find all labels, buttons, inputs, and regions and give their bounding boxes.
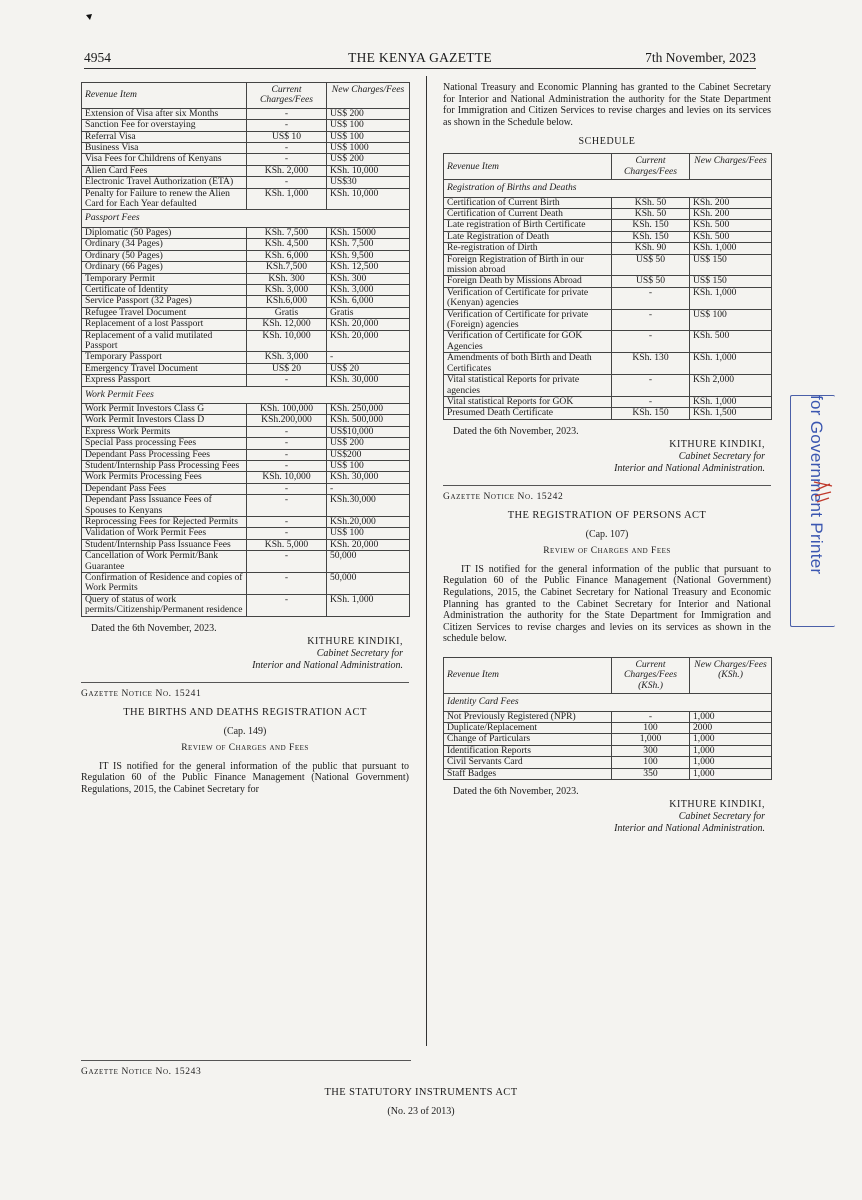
- table-row: [444, 711, 772, 722]
- table-row: [82, 426, 410, 437]
- revenue-item-cell: Foreign Death by Missions Abroad: [444, 276, 612, 287]
- column-divider: [426, 76, 427, 1046]
- new-fee-cell: KSh. 10,000: [327, 188, 410, 210]
- signature-block: [443, 439, 771, 475]
- gazette-title: THE KENYA GAZETTE: [348, 50, 492, 65]
- current-fee-cell: -: [247, 528, 327, 539]
- revenue-item-cell: Late Registration of Death: [444, 231, 612, 242]
- act-chapter: (Cap. 107): [585, 528, 629, 540]
- table-header-row: [444, 154, 772, 180]
- new-fee-cell: US$ 150: [690, 254, 772, 276]
- table-row: [82, 307, 410, 318]
- current-fee-cell: KSh. 2,000: [247, 165, 327, 176]
- current-fee-cell: -: [612, 375, 690, 397]
- new-fee-cell: KSh. 6,000: [327, 296, 410, 307]
- new-fee-cell: KSh. 1,000: [690, 243, 772, 254]
- current-fee-cell: US$ 10: [247, 131, 327, 142]
- new-fee-cell: KSh. 500,000: [327, 415, 410, 426]
- current-fee-cell: US$ 50: [612, 254, 690, 276]
- revenue-item-cell: Dependant Pass Issuance Fees of Spouses to Kenyans: [82, 495, 247, 517]
- header-current-fees: Current Charges/Fees: [247, 83, 327, 109]
- immigration-fees-table: [81, 82, 410, 617]
- revenue-item-cell: Service Passport (32 Pages): [82, 296, 247, 307]
- new-fee-cell: -: [327, 352, 410, 363]
- current-fee-cell: -: [247, 449, 327, 460]
- notice-paragraph: IT IS notified for the general information of the public that pursuant to Regulation 60 of the Public Finance Management (National Government) Regulations, 2015, the Cabinet Secretary for National Treasury and Economic Planning has granted to the Cabinet Secretary for Interior and National Administration the authority for the State Department for Immigration and Citizen Services to revise charges and levies on its services as shown in the schedule below.: [443, 563, 771, 645]
- revenue-item-cell: Student/Internship Pass Issuance Fees: [82, 539, 247, 550]
- new-fee-cell: KSh. 200: [690, 197, 772, 208]
- signature-block: [81, 636, 409, 672]
- revenue-item-cell: Alien Card Fees: [82, 165, 247, 176]
- current-fee-cell: KSh. 10,000: [247, 472, 327, 483]
- revenue-item-cell: Cancellation of Work Permit/Bank Guarantee: [82, 551, 247, 573]
- current-fee-cell: KSh.200,000: [247, 415, 327, 426]
- new-fee-cell: KSh. 3,000: [327, 284, 410, 295]
- current-fee-cell: 350: [612, 768, 690, 779]
- revenue-item-cell: Ordinary (50 Pages): [82, 250, 247, 261]
- new-fee-cell: 1,000: [690, 711, 772, 722]
- new-fee-cell: US$ 200: [327, 154, 410, 165]
- current-fee-cell: -: [247, 143, 327, 154]
- current-fee-cell: KSh. 150: [612, 220, 690, 231]
- revenue-item-cell: Ordinary (34 Pages): [82, 239, 247, 250]
- signatory-title: Cabinet Secretary for: [316, 647, 403, 659]
- revenue-item-cell: Business Visa: [82, 143, 247, 154]
- table-row: [82, 403, 410, 414]
- table-row: [82, 239, 410, 250]
- table-row: [82, 262, 410, 273]
- current-fee-cell: KSh. 150: [612, 408, 690, 419]
- header-rule: [84, 68, 756, 69]
- header-current-fees: Current Charges/Fees: [612, 154, 690, 180]
- signatory-office: Interior and National Administration.: [614, 822, 765, 834]
- table-row: [82, 108, 410, 119]
- new-fee-cell: KSh. 30,000: [327, 375, 410, 386]
- revenue-item-cell: Amendments of both Birth and Death Certificates: [444, 353, 612, 375]
- new-fee-cell: Gratis: [327, 307, 410, 318]
- identity-card-fees-table: [443, 657, 772, 780]
- table-row: [82, 227, 410, 238]
- current-fee-cell: -: [247, 108, 327, 119]
- ink-mark: [86, 14, 92, 20]
- revenue-item-cell: Foreign Registration of Birth in our mission abroad: [444, 254, 612, 276]
- new-fee-cell: -: [327, 483, 410, 494]
- current-fee-cell: US$ 20: [247, 363, 327, 374]
- table-row: [444, 276, 772, 287]
- current-fee-cell: -: [247, 517, 327, 528]
- revenue-item-cell: Verification of Certificate for private (Foreign) agencies: [444, 309, 612, 331]
- notice-divider: [81, 682, 409, 683]
- current-fee-cell: Gratis: [247, 307, 327, 318]
- new-fee-cell: US$ 150: [690, 276, 772, 287]
- current-fee-cell: -: [247, 483, 327, 494]
- table-row: [444, 353, 772, 375]
- current-fee-cell: -: [612, 396, 690, 407]
- table-row: [444, 209, 772, 220]
- table-row: [82, 284, 410, 295]
- table-row: [82, 483, 410, 494]
- current-fee-cell: -: [247, 120, 327, 131]
- current-fee-cell: -: [247, 495, 327, 517]
- table-row: [444, 396, 772, 407]
- current-fee-cell: KSh.6,000: [247, 296, 327, 307]
- footer-notice: [81, 1060, 761, 1117]
- notice-number: Gazette Notice No. 15241: [81, 688, 202, 699]
- current-fee-cell: -: [612, 711, 690, 722]
- table-row: [82, 363, 410, 374]
- table-header-row: [82, 83, 410, 109]
- current-fee-cell: KSh. 3,000: [247, 284, 327, 295]
- schedule-heading: SCHEDULE: [578, 136, 636, 148]
- new-fee-cell: KSh. 200: [690, 209, 772, 220]
- revenue-item-cell: Verification of Certificate for private (Kenyan) agencies: [444, 287, 612, 309]
- new-fee-cell: KSh.20,000: [327, 517, 410, 528]
- new-fee-cell: KSh. 10,000: [327, 165, 410, 176]
- signatory-office: Interior and National Administration.: [252, 659, 403, 671]
- signatory-title: Cabinet Secretary for: [678, 810, 765, 822]
- new-fee-cell: KSh. 300: [327, 273, 410, 284]
- current-fee-cell: 100: [612, 757, 690, 768]
- revenue-item-cell: Diplomatic (50 Pages): [82, 227, 247, 238]
- signatory-name: KITHURE KINDIKI,: [669, 438, 765, 450]
- dated-line: Dated the 6th November, 2023.: [91, 622, 217, 634]
- revenue-item-cell: Vital statistical Reports for GOK: [444, 396, 612, 407]
- current-fee-cell: 100: [612, 722, 690, 733]
- new-fee-cell: 1,000: [690, 734, 772, 745]
- act-title: THE BIRTHS AND DEATHS REGISTRATION ACT: [123, 706, 367, 718]
- new-fee-cell: 50,000: [327, 551, 410, 573]
- table-row: [444, 309, 772, 331]
- revenue-item-cell: Electronic Travel Authorization (ETA): [82, 177, 247, 188]
- births-deaths-fees-table: [443, 153, 772, 419]
- table-row: [82, 539, 410, 550]
- new-fee-cell: KSh. 9,500: [327, 250, 410, 261]
- table-row: [82, 188, 410, 210]
- new-fee-cell: KSh. 1,500: [690, 408, 772, 419]
- table-row: [82, 120, 410, 131]
- new-fee-cell: KSh. 250,000: [327, 403, 410, 414]
- current-fee-cell: -: [247, 426, 327, 437]
- notice-divider: [443, 485, 771, 486]
- current-fee-cell: -: [247, 573, 327, 595]
- revenue-item-cell: Re-registration of Dirth: [444, 243, 612, 254]
- revenue-item-cell: Temporary Permit: [82, 273, 247, 284]
- table-header-row: [444, 657, 772, 693]
- revenue-item-cell: Replacement of a lost Passport: [82, 319, 247, 330]
- current-fee-cell: KSh. 90: [612, 243, 690, 254]
- revenue-item-cell: Express Work Permits: [82, 426, 247, 437]
- new-fee-cell: KSh. 1,000: [690, 353, 772, 375]
- revenue-item-cell: Sanction Fee for overstaying: [82, 120, 247, 131]
- current-fee-cell: -: [247, 154, 327, 165]
- new-fee-cell: US$200: [327, 449, 410, 460]
- new-fee-cell: US$ 100: [327, 131, 410, 142]
- new-fee-cell: KSh 2,000: [690, 375, 772, 397]
- act-title: THE STATUTORY INSTRUMENTS ACT: [324, 1087, 518, 1098]
- act-title: THE REGISTRATION OF PERSONS ACT: [507, 509, 707, 521]
- current-fee-cell: -: [247, 438, 327, 449]
- table-row: [82, 449, 410, 460]
- header-new-fees: New Charges/Fees (KSh.): [690, 657, 772, 693]
- notice-paragraph: IT IS notified for the general information of the public that pursuant to Regulation 60 of the Public Finance Management (National Government) Regulations, 2015, the Cabinet Secretary for: [81, 760, 409, 795]
- revenue-item-cell: Work Permit Investors Class G: [82, 403, 247, 414]
- header-current-fees: Current Charges/Fees (KSh.): [612, 657, 690, 693]
- table-row: [82, 165, 410, 176]
- dated-line: Dated the 6th November, 2023.: [453, 785, 579, 797]
- stamp-text: for Government Printer: [807, 395, 826, 575]
- revenue-item-cell: Work Permit Investors Class D: [82, 415, 247, 426]
- header-revenue-item: Revenue Item: [444, 154, 612, 180]
- table-row: [444, 254, 772, 276]
- revenue-item-cell: Visa Fees for Childrens of Kenyans: [82, 154, 247, 165]
- new-fee-cell: 2000: [690, 722, 772, 733]
- table-row: [82, 273, 410, 284]
- header-revenue-item: Revenue Item: [82, 83, 247, 109]
- revenue-item-cell: Extension of Visa after six Months: [82, 108, 247, 119]
- current-fee-cell: KSh. 50: [612, 197, 690, 208]
- new-fee-cell: US$ 100: [327, 120, 410, 131]
- new-fee-cell: 50,000: [327, 573, 410, 595]
- new-fee-cell: KSh. 500: [690, 231, 772, 242]
- section-row: [82, 386, 410, 403]
- revenue-item-cell: Civil Servants Card: [444, 757, 612, 768]
- dated-line: Dated the 6th November, 2023.: [453, 425, 579, 437]
- table-row: [82, 177, 410, 188]
- signatory-title: Cabinet Secretary for: [678, 450, 765, 462]
- table-row: [444, 243, 772, 254]
- revenue-item-cell: Work Permits Processing Fees: [82, 472, 247, 483]
- current-fee-cell: US$ 50: [612, 276, 690, 287]
- current-fee-cell: KSh. 3,000: [247, 352, 327, 363]
- current-fee-cell: KSh. 100,000: [247, 403, 327, 414]
- section-label: Identity Card Fees: [444, 694, 772, 711]
- revenue-item-cell: Query of status of work permits/Citizenship/Permanent residence: [82, 594, 247, 616]
- table-row: [444, 768, 772, 779]
- revenue-item-cell: Confirmation of Residence and copies of Work Permits: [82, 573, 247, 595]
- table-row: [82, 438, 410, 449]
- new-fee-cell: 1,000: [690, 745, 772, 756]
- revenue-item-cell: Dependant Pass Fees: [82, 483, 247, 494]
- revenue-item-cell: Duplicate/Replacement: [444, 722, 612, 733]
- table-row: [82, 375, 410, 386]
- table-row: [82, 472, 410, 483]
- new-fee-cell: US$ 100: [327, 461, 410, 472]
- new-fee-cell: KSh. 1,000: [327, 594, 410, 616]
- revenue-item-cell: Certification of Current Birth: [444, 197, 612, 208]
- new-fee-cell: US$ 100: [690, 309, 772, 331]
- page-number: 4954: [84, 50, 111, 65]
- new-fee-cell: KSh. 15000: [327, 227, 410, 238]
- revenue-item-cell: Validation of Work Permit Fees: [82, 528, 247, 539]
- revenue-item-cell: Verification of Certificate for GOK Agencies: [444, 331, 612, 353]
- table-row: [82, 154, 410, 165]
- section-label: Passport Fees: [82, 210, 410, 227]
- current-fee-cell: KSh.7,500: [247, 262, 327, 273]
- revenue-item-cell: Emergency Travel Document: [82, 363, 247, 374]
- table-row: [82, 131, 410, 142]
- table-row: [82, 528, 410, 539]
- table-row: [82, 551, 410, 573]
- table-row: [444, 722, 772, 733]
- table-row: [444, 408, 772, 419]
- current-fee-cell: -: [247, 375, 327, 386]
- current-fee-cell: -: [612, 309, 690, 331]
- table-row: [82, 517, 410, 528]
- table-row: [444, 745, 772, 756]
- header-new-fees: New Charges/Fees: [690, 154, 772, 180]
- revenue-item-cell: Certification of Current Death: [444, 209, 612, 220]
- table-row: [444, 375, 772, 397]
- new-fee-cell: KSh. 500: [690, 220, 772, 231]
- table-row: [444, 287, 772, 309]
- new-fee-cell: US$ 200: [327, 108, 410, 119]
- current-fee-cell: KSh. 150: [612, 231, 690, 242]
- new-fee-cell: KSh. 1,000: [690, 287, 772, 309]
- revenue-item-cell: Replacement of a valid mutilated Passport: [82, 330, 247, 352]
- revenue-item-cell: Late registration of Birth Certificate: [444, 220, 612, 231]
- revenue-item-cell: Ordinary (66 Pages): [82, 262, 247, 273]
- revenue-item-cell: Not Previously Registered (NPR): [444, 711, 612, 722]
- table-row: [82, 319, 410, 330]
- revenue-item-cell: Certificate of Identity: [82, 284, 247, 295]
- table-row: [444, 220, 772, 231]
- table-row: [82, 250, 410, 261]
- current-fee-cell: -: [247, 594, 327, 616]
- table-row: [82, 143, 410, 154]
- current-fee-cell: KSh. 1,000: [247, 188, 327, 210]
- current-fee-cell: KSh. 12,000: [247, 319, 327, 330]
- table-row: [82, 415, 410, 426]
- notice-number: Gazette Notice No. 15242: [443, 491, 564, 502]
- new-fee-cell: KSh. 7,500: [327, 239, 410, 250]
- new-fee-cell: US$ 200: [327, 438, 410, 449]
- new-fee-cell: KSh. 30,000: [327, 472, 410, 483]
- notice-subtitle: Review of Charges and Fees: [181, 742, 309, 753]
- current-fee-cell: -: [612, 331, 690, 353]
- revenue-item-cell: Student/Internship Pass Processing Fees: [82, 461, 247, 472]
- header-revenue-item: Revenue Item: [444, 657, 612, 693]
- new-fee-cell: KSh. 12,500: [327, 262, 410, 273]
- new-fee-cell: KSh. 20,000: [327, 319, 410, 330]
- issue-date: 7th November, 2023: [645, 50, 756, 65]
- section-label: Work Permit Fees: [82, 386, 410, 403]
- signature-block: [443, 799, 771, 835]
- new-fee-cell: 1,000: [690, 768, 772, 779]
- table-row: [82, 330, 410, 352]
- new-fee-cell: 1,000: [690, 757, 772, 768]
- current-fee-cell: -: [612, 287, 690, 309]
- revenue-item-cell: Identification Reports: [444, 745, 612, 756]
- notice-subtitle: Review of Charges and Fees: [543, 545, 671, 556]
- new-fee-cell: US$30: [327, 177, 410, 188]
- notice-paragraph-continued: National Treasury and Economic Planning has granted to the Cabinet Secretary for Interior and National Administration the authority for the State Department for Immigration and Citizen Services to revise charges and levies on its services as shown in the Schedule below.: [443, 82, 771, 128]
- table-row: [82, 296, 410, 307]
- current-fee-cell: KSh. 10,000: [247, 330, 327, 352]
- revenue-item-cell: Presumed Death Certificate: [444, 408, 612, 419]
- table-row: [82, 352, 410, 363]
- current-fee-cell: KSh. 300: [247, 273, 327, 284]
- current-fee-cell: -: [247, 461, 327, 472]
- revenue-item-cell: Vital statistical Reports for private agencies: [444, 375, 612, 397]
- table-row: [82, 461, 410, 472]
- revenue-item-cell: Refugee Travel Document: [82, 307, 247, 318]
- table-row: [444, 197, 772, 208]
- signatory-name: KITHURE KINDIKI,: [669, 798, 765, 810]
- new-fee-cell: US$ 20: [327, 363, 410, 374]
- revenue-item-cell: Temporary Passport: [82, 352, 247, 363]
- table-row: [444, 734, 772, 745]
- revenue-item-cell: Staff Badges: [444, 768, 612, 779]
- revenue-item-cell: Penalty for Failure to renew the Alien Card for Each Year defaulted: [82, 188, 247, 210]
- current-fee-cell: -: [247, 551, 327, 573]
- current-fee-cell: KSh. 4,500: [247, 239, 327, 250]
- act-chapter: (Cap. 149): [223, 725, 267, 737]
- act-chapter: (No. 23 of 2013): [387, 1106, 455, 1117]
- section-row: [444, 694, 772, 711]
- revenue-item-cell: Reprocessing Fees for Rejected Permits: [82, 517, 247, 528]
- section-row: [82, 210, 410, 227]
- new-fee-cell: KSh. 1,000: [690, 396, 772, 407]
- new-fee-cell: US$10,000: [327, 426, 410, 437]
- notice-number: Gazette Notice No. 15243: [81, 1067, 202, 1077]
- table-row: [82, 594, 410, 616]
- current-fee-cell: 1,000: [612, 734, 690, 745]
- new-fee-cell: KSh. 20,000: [327, 539, 410, 550]
- section-row: [444, 180, 772, 197]
- new-fee-cell: KSh. 500: [690, 331, 772, 353]
- stamp-scribble-icon: [812, 478, 834, 506]
- section-label: Registration of Births and Deaths: [444, 180, 772, 197]
- revenue-item-cell: Express Passport: [82, 375, 247, 386]
- table-row: [82, 495, 410, 517]
- revenue-item-cell: Special Pass processing Fees: [82, 438, 247, 449]
- current-fee-cell: 300: [612, 745, 690, 756]
- new-fee-cell: US$ 1000: [327, 143, 410, 154]
- signatory-office: Interior and National Administration.: [614, 462, 765, 474]
- header-new-fees: New Charges/Fees: [327, 83, 410, 109]
- revenue-item-cell: Change of Particulars: [444, 734, 612, 745]
- table-row: [444, 757, 772, 768]
- table-row: [444, 331, 772, 353]
- notice-divider: [81, 1060, 411, 1061]
- revenue-item-cell: Referral Visa: [82, 131, 247, 142]
- right-column: [443, 82, 771, 835]
- current-fee-cell: KSh. 130: [612, 353, 690, 375]
- current-fee-cell: KSh. 7,500: [247, 227, 327, 238]
- new-fee-cell: KSh.30,000: [327, 495, 410, 517]
- current-fee-cell: KSh. 6,000: [247, 250, 327, 261]
- current-fee-cell: -: [247, 177, 327, 188]
- table-row: [444, 231, 772, 242]
- new-fee-cell: US$ 100: [327, 528, 410, 539]
- current-fee-cell: KSh. 5,000: [247, 539, 327, 550]
- revenue-item-cell: Dependant Pass Processing Fees: [82, 449, 247, 460]
- current-fee-cell: KSh. 50: [612, 209, 690, 220]
- table-row: [82, 573, 410, 595]
- left-column: [81, 82, 409, 795]
- signatory-name: KITHURE KINDIKI,: [307, 635, 403, 647]
- new-fee-cell: KSh. 20,000: [327, 330, 410, 352]
